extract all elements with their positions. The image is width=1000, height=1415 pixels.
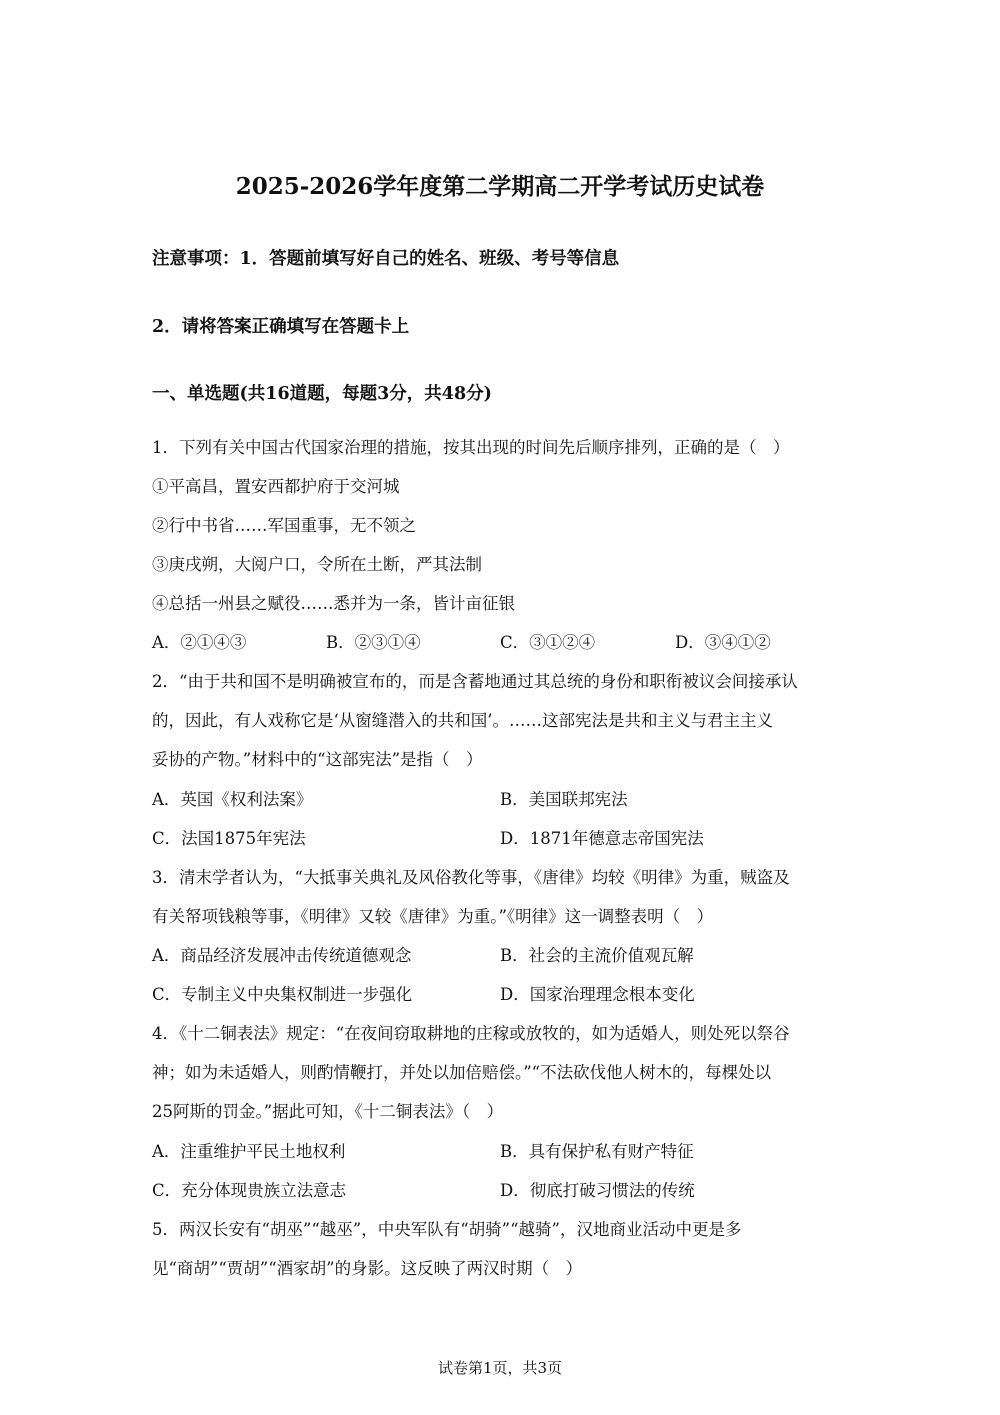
notice-line-1: 注意事项：1．答题前填写好自己的姓名、班级、考号等信息 — [152, 249, 620, 269]
question-3-option-a: A．商品经济发展冲击传统道德观念 — [152, 946, 412, 965]
question-2-option-b: B．美国联邦宪法 — [500, 790, 628, 809]
question-2-stem-line-1: 2．“由于共和国不是明确被宣布的，而是含蓄地通过其总统的身份和职衔被议会间接承认 — [152, 672, 798, 691]
question-2-option-a: A．英国《权利法案》 — [152, 790, 313, 809]
question-4-stem-line-1: 4．《十二铜表法》规定：“在夜间窃取耕地的庄稼或放牧的，如为适婚人，则处死以祭谷 — [152, 1024, 790, 1043]
question-1-item-4: ④总括一州县之赋役……悉并为一条，皆计亩征银 — [152, 594, 515, 613]
notice-line-2: 2．请将答案正确填写在答题卡上 — [152, 317, 410, 337]
exam-title: 2025-2026学年度第二学期高二开学考试历史试卷 — [235, 173, 765, 200]
question-1-item-1: ①平高昌，置安西都护府于交河城 — [152, 477, 400, 496]
question-4-option-c: C．充分体现贵族立法意志 — [152, 1181, 347, 1200]
question-5-stem-line-1: 5．两汉长安有“胡巫”“越巫”，中央军队有“胡骑”“越骑”，汉地商业活动中更是多 — [152, 1220, 742, 1239]
question-3-stem-line-1: 3．清末学者认为，“大抵事关典礼及风俗教化等事，《唐律》均较《明律》为重，贼盗及 — [152, 868, 790, 887]
question-3-stem-line-2: 有关帑项钱粮等事，《明律》又较《唐律》为重。”《明律》这一调整表明（ ） — [152, 907, 714, 926]
question-1-stem: 1．下列有关中国古代国家治理的措施，按其出现的时间先后顺序排列，正确的是（ ） — [152, 438, 790, 457]
question-1-item-2: ②行中书省……军国重事，无不领之 — [152, 516, 416, 535]
question-3-option-d: D．国家治理理念根本变化 — [500, 985, 695, 1004]
question-1-option-b: B．②③①④ — [326, 633, 421, 652]
question-4-stem-line-3: 25阿斯的罚金。”据此可知，《十二铜表法》（ ） — [152, 1102, 504, 1121]
question-1-item-3: ③庚戌朔，大阅户口，令所在土断，严其法制 — [152, 555, 482, 574]
question-5-stem-line-2: 见“商胡”“贾胡”“酒家胡”的身影。这反映了两汉时期（ ） — [152, 1259, 583, 1278]
page-footer: 试卷第1页，共3页 — [437, 1359, 563, 1377]
question-4-option-a: A．注重维护平民土地权利 — [152, 1142, 346, 1161]
question-2-stem-line-3: 妥协的产物。”材料中的“这部宪法”是指（ ） — [152, 750, 483, 769]
question-3-option-b: B．社会的主流价值观瓦解 — [500, 946, 694, 965]
question-1-option-a: A．②①④③ — [152, 633, 247, 652]
question-1-option-d: D．③④①② — [675, 633, 771, 652]
question-3-option-c: C．专制主义中央集权制进一步强化 — [152, 985, 413, 1004]
question-4-option-b: B．具有保护私有财产特征 — [500, 1142, 694, 1161]
section-heading: 一、单选题(共16道题，每题3分，共48分) — [152, 384, 492, 404]
question-1-option-c: C．③①②④ — [500, 633, 596, 652]
question-2-option-c: C．法国1875年宪法 — [152, 829, 306, 848]
question-2-option-d: D．1871年德意志帝国宪法 — [500, 829, 704, 848]
question-2-stem-line-2: 的，因此，有人戏称它是‘从窗缝潜入的共和国’。……这部宪法是共和主义与君主主义 — [152, 711, 773, 730]
question-4-stem-line-2: 神；如为未适婚人，则酌情鞭打，并处以加倍赔偿。”“不法砍伐他人树木的，每棵处以 — [152, 1063, 772, 1082]
question-4-option-d: D．彻底打破习惯法的传统 — [500, 1181, 695, 1200]
